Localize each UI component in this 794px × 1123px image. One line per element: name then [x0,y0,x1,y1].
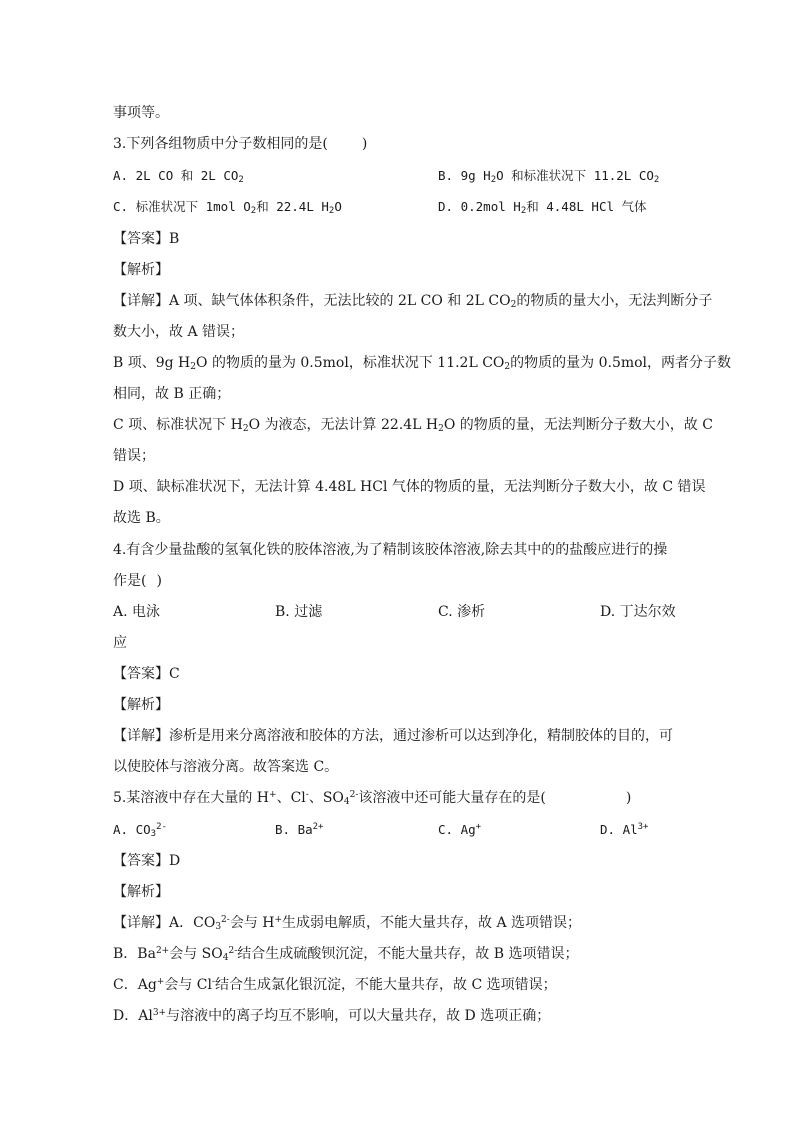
q5-detail-a2: 会与 H [229,915,275,931]
q5-stem-c: 、SO [308,790,344,806]
q3-option-d [438,198,647,216]
q4-detail1: 【详解】渗析是用来分离溶液和胶体的方法，通过渗析可以达到净化，精制胶体的目的，可 [113,728,673,744]
q4-answer-text: 【答案】C [113,666,180,682]
q3-option-b-text2: O 和标准状况下 11.2L CO [496,168,654,183]
q5-option-b-text: B. Ba [275,822,313,837]
q4-option-c [438,603,485,621]
q3-detail-a2: 数大小，故 A 错误； [113,324,245,340]
q3-detail-d1: D 项、缺标准状况下，无法计算 4.48L HCl 气体的物质的量，无法判断分子数大小，故 C 错误 [113,479,706,495]
q4-stem-line1 [113,541,667,559]
q4-option-a [113,603,160,621]
q3-option-c-text2: 和 22.4L H [256,199,329,214]
q4-option-b [275,603,322,621]
q4-stem1: 4.有含少量盐酸的氢氧化铁的胶体溶液,为了精制该胶体溶液,除去其中的的盐酸应进行的操 [113,542,668,558]
q3-option-a [113,167,244,185]
q3-detail-b1: B 项、9g H [113,355,191,371]
q3-detail-b-line1 [113,354,731,372]
q5-option-c-sup: + [475,822,482,832]
q5-answer [113,852,180,870]
q5-detail-d2: 与溶液中的离子均互不影响，可以大量共存，故 D 选项正确； [166,1008,551,1024]
q5-option-b [275,821,323,839]
q5-detail-c1: C．Ag [113,977,157,993]
q3-detail-b1-end: 的物质的量为 0.5mol，两者分子数 [510,355,732,371]
q3-detail-d2: 故选 B。 [113,510,170,526]
q3-option-b-sub: 2 [490,175,497,185]
q5-detail-d1: D．Al [113,1008,153,1024]
q3-detail-c1-sub: 2 [242,424,249,434]
q4-analysis-text: 【解析】 [113,697,169,713]
q5-detail-c2: 会与 Cl [164,977,212,993]
q5-stem-a: 5.某溶液中存在大量的 H [113,790,270,806]
q3-detail-c1-sub2: 2 [438,424,444,434]
q3-detail-b1-sub: 2 [190,362,197,372]
q3-analysis [113,261,169,279]
q4-detail-line1 [113,727,673,745]
q5-option-a [113,821,167,839]
q3-option-d-label: D. [438,199,454,214]
q5-detail-c3: 结合生成氯化银沉淀，不能大量共存，故 C 选项错误； [215,977,557,993]
q5-option-a-sub: 3 [150,829,157,839]
q5-detail-b3: 结合生成硫酸钡沉淀，不能大量共存，故 B 选项错误； [237,946,579,962]
q3-option-a-sub: 2 [238,175,244,185]
q4-option-d-text: D. 丁达尔效 [600,604,676,620]
q3-answer-text: 【答案】B [113,231,180,247]
q5-detail-d-sup: 3+ [152,1008,167,1018]
q3-option-d-text2: 和 4.48L HCl 气体 [526,199,647,214]
q5-detail-b2: 会与 SO [169,946,223,962]
q5-option-b-sup: 2+ [312,822,324,832]
q5-detail-c-sup: + [156,977,165,987]
q3-detail-b1-mid: O 的物质的量为 0.5mol，标准状况下 11.2L CO [196,355,505,371]
q3-option-b [438,167,659,185]
q5-answer-text: 【答案】D [113,853,181,869]
q5-detail-a-sup: 2- [221,915,230,925]
q3-option-c [113,198,342,216]
q3-option-b-text: 9g H [460,168,491,183]
q3-option-a-label: A. [113,168,129,183]
q4-option-c-text: C. 渗析 [438,604,486,620]
q3-detail-c1-mid: O 为液态，无法计算 22.4L H [248,417,439,433]
q3-stem [113,135,367,153]
q3-stem-end: ) [361,136,368,152]
q3-detail-c2: 错误； [113,448,155,464]
q5-analysis [113,883,169,901]
q3-analysis-text: 【解析】 [113,262,169,278]
q4-detail2: 以使胶体与溶液分离。故答案选 C。 [113,759,339,775]
q5-detail-d [113,1007,550,1025]
q5-detail-a1: 【详解】A．CO [113,915,216,931]
q3-detail-c-line1 [113,416,713,434]
q5-detail-c [113,976,557,994]
q3-stem-text: 3.下列各组物质中分子数相同的是( [113,136,328,152]
q5-option-c-text: C. Ag [438,822,476,837]
q5-stem-c-sub: 4 [343,797,350,807]
q5-option-d-sup: 3+ [637,822,649,832]
q3-option-c-text3: O [334,199,342,214]
q5-option-c [438,821,481,839]
q5-detail-a [113,914,581,932]
q3-answer [113,230,179,248]
q5-detail-b-sup2: 2- [228,946,238,956]
q5-option-a-sup: 2- [156,822,167,832]
q5-stem-end: ) [625,790,632,806]
q3-detail-a1: 【详解】A 项、缺气体体积条件，无法比较的 2L CO 和 2L CO [113,293,511,309]
q4-detail-line2 [113,758,338,776]
q5-option-d-text: D. Al [600,822,638,837]
q3-option-c-text: 标准状况下 1mol O [135,199,251,214]
q3-option-c-label: C. [113,199,129,214]
q5-detail-b1: B．Ba [113,946,156,962]
intro-tail-text: 事项等。 [113,105,169,121]
intro-tail [113,104,169,122]
q4-answer [113,665,180,683]
q4-option-d-text2: 应 [113,635,127,651]
q3-detail-a-line2 [113,323,244,341]
q5-detail-b [113,945,578,963]
q4-stem2: 作是( [113,573,147,589]
q3-detail-c1: C 项、标准状况下 H [113,417,243,433]
q5-stem-a-sup: + [269,790,277,800]
q5-detail-a-sup2: + [274,915,283,925]
q4-option-a-text: A. 电泳 [113,604,161,620]
q3-option-d-sub: 2 [520,206,527,216]
q5-detail-c-sup2: - [211,977,216,987]
q3-detail-c-line2 [113,447,155,465]
q3-conclusion [113,509,170,527]
q5-detail-b-sup: 2+ [155,946,170,956]
q3-option-a-text: 2L CO 和 2L CO [135,168,239,183]
q3-detail-c1-end: O 的物质的量，无法判断分子数大小，故 C [443,417,713,433]
q3-detail-b1-sub2: 2 [504,362,511,372]
q5-stem-b-sup: - [305,790,309,800]
q3-detail-a1-end: 的物质的量大小，无法判断分子 [516,293,713,309]
q5-analysis-text: 【解析】 [113,884,169,900]
q3-detail-b2: 相同，故 B 正确； [113,386,231,402]
q3-option-b-label: B. [438,168,454,183]
q5-stem-d: 该溶液中还可能大量存在的是( [358,790,546,806]
q4-stem-line2 [113,572,162,590]
q3-detail-a-line1 [113,292,712,310]
q4-option-d-wrap [113,634,127,652]
q3-option-c-sub2: 2 [328,206,335,216]
q3-option-b-sub2: 2 [653,175,660,185]
q3-option-d-text: 0.2mol H [460,199,521,214]
q5-detail-a-sub: 3 [215,922,222,932]
q4-analysis [113,696,169,714]
q5-stem-b: 、Cl [276,790,306,806]
q5-stem-c-sup: 2- [349,790,359,800]
q3-detail-a1-sub: 2 [510,300,517,310]
q5-option-d [600,821,648,839]
q3-detail-d-line1 [113,478,706,496]
q4-option-b-text: B. 过滤 [275,604,323,620]
q4-stem2-end: ) [156,573,162,589]
q3-detail-b-line2 [113,385,230,403]
q5-detail-a3: 生成弱电解质，不能大量共存，故 A 选项错误； [282,915,582,931]
q3-option-c-sub: 2 [250,206,257,216]
q5-stem [113,789,631,807]
q5-option-a-text: A. CO [113,822,151,837]
q4-option-d [600,603,676,621]
q5-detail-b-sub: 4 [222,953,229,963]
